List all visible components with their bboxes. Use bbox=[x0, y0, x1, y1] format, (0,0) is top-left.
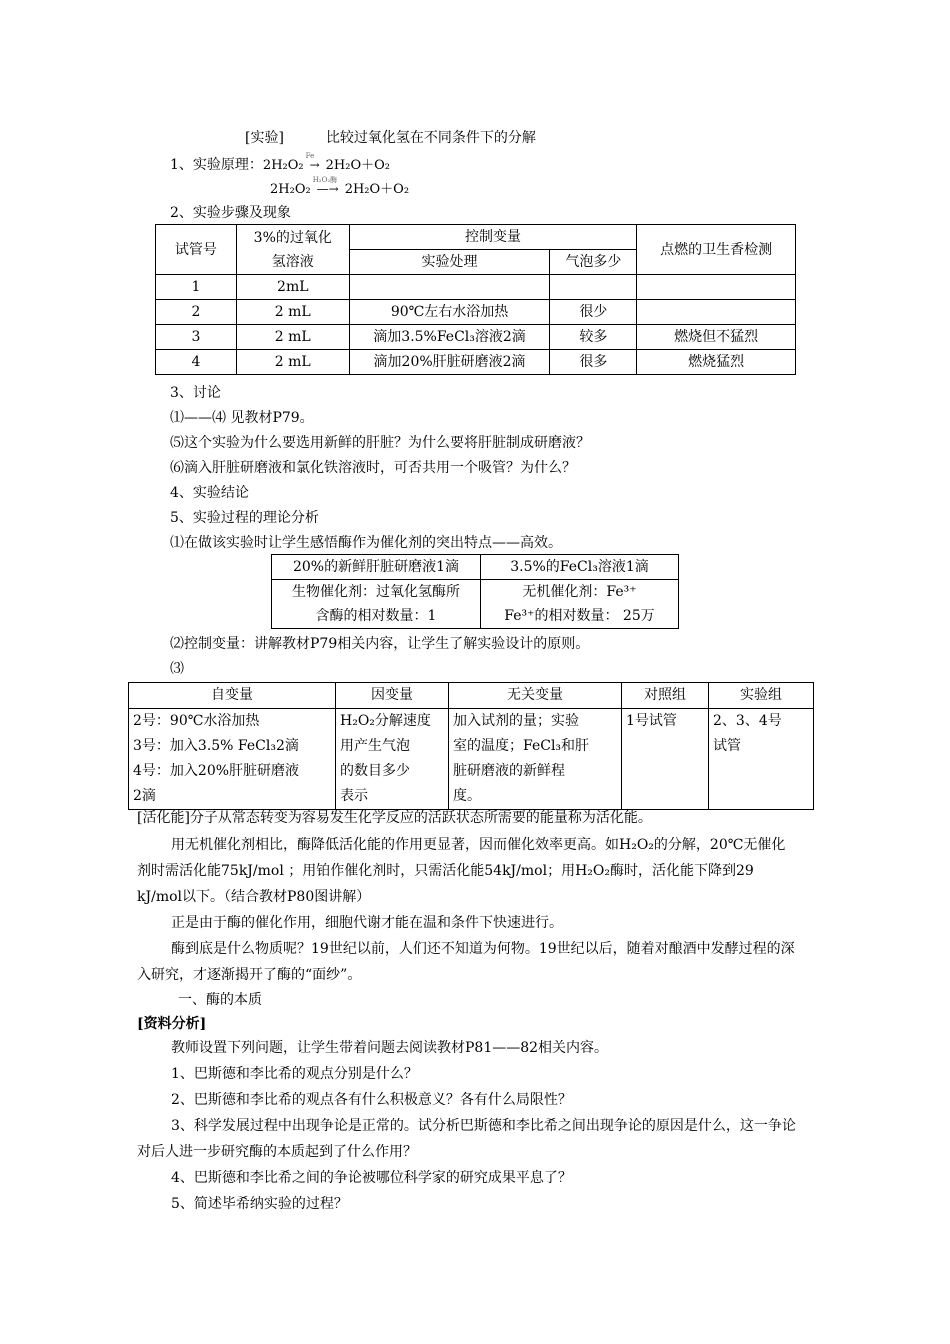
principle-line-1 bbox=[170, 152, 390, 176]
dependent-line: 用产生气泡 bbox=[340, 738, 410, 754]
dependent-line: 的数目多少 bbox=[340, 763, 410, 779]
discussion-q5: ⑸这个实验为什么要选用新鲜的肝脏？为什么要将肝脏制成研磨液？ bbox=[170, 435, 590, 451]
discussion-label: 3、讨论 bbox=[170, 385, 221, 401]
paragraph-enzyme-history: 酶到底是什么物质呢？19世纪以前，人们还不知道为何物。19世纪以后，随着对酿酒中发酵过程的深入研究，才逐渐揭开了酶的“面纱”。 bbox=[137, 941, 795, 983]
cell-irrelevant bbox=[449, 709, 622, 810]
experiment-group-line: 试管 bbox=[713, 738, 741, 754]
discussion-q6: ⑹滴入肝脏研磨液和氯化铁溶液时，可否共用一个吸管？为什么？ bbox=[170, 460, 576, 476]
irrelevant-line: 室的温度；FeCl₃和肝 bbox=[453, 738, 590, 754]
irrelevant-line: 加入试剂的量；实验 bbox=[453, 713, 579, 729]
cell-bio-catalyst bbox=[272, 580, 481, 629]
experiment-title bbox=[245, 128, 536, 148]
material-question-5: 5、简述毕希纳实验的过程？ bbox=[171, 1196, 348, 1212]
cell-tube: 3 bbox=[156, 325, 237, 350]
eq1-product: 2H₂O＋O₂ bbox=[325, 158, 390, 173]
principle-label: 1、实验原理： bbox=[170, 157, 263, 173]
cell-tube: 2 bbox=[156, 300, 237, 325]
cell-bubbles: 很多 bbox=[550, 350, 637, 375]
cell-bubbles bbox=[550, 275, 637, 300]
activation-energy-definition: [活化能]分子从常态转变为容易发生化学反应的活跃状态所需要的能量称为活化能。 bbox=[137, 810, 652, 826]
cell-tube: 4 bbox=[156, 350, 237, 375]
material-question-3: 3、科学发展过程中出现争论是正常的。试分析巴斯德和李比希之间出现争论的原因是什么，这一争论对后人进一步研究酶的本质起到了什么作用？ bbox=[137, 1118, 796, 1160]
cell-check bbox=[637, 300, 796, 325]
conclusion-label: 4、实验结论 bbox=[170, 485, 249, 501]
th-experiment-group: 实验组 bbox=[709, 683, 814, 709]
material-intro: 教师设置下列问题，让学生带着问题去阅读教材P81——82相关内容。 bbox=[171, 1040, 609, 1056]
th-dependent: 因变量 bbox=[336, 683, 449, 709]
cell-volume: 2mL bbox=[236, 275, 349, 300]
dependent-line: 表示 bbox=[340, 788, 368, 804]
principle-line-2 bbox=[270, 176, 410, 200]
cell-volume: 2 mL bbox=[236, 300, 349, 325]
eq2-reactant: 2H₂O₂ bbox=[270, 182, 311, 197]
cell-liver: 20%的新鲜肝脏研磨液1滴 bbox=[272, 555, 481, 580]
cell-treatment: 滴加3.5%FeCl₃溶液2滴 bbox=[349, 325, 550, 350]
material-question-4: 4、巴斯德和李比希之间的争论被哪位科学家的研究成果平息了？ bbox=[171, 1170, 572, 1186]
inorganic-catalyst-line1: 无机催化剂：Fe³⁺ bbox=[522, 584, 637, 600]
bio-catalyst-line1: 生物催化剂：过氧化氢酶所 bbox=[292, 584, 460, 600]
cell-independent bbox=[129, 709, 336, 810]
reaction-arrow-icon: H₂O₂酶 —→ bbox=[311, 179, 345, 199]
variables-table bbox=[128, 682, 814, 810]
independent-line: 3号：加入3.5% FeCl₃2滴 bbox=[133, 738, 299, 754]
cell-check: 燃烧猛烈 bbox=[637, 350, 796, 375]
dependent-line: H₂O₂分解速度 bbox=[340, 713, 431, 729]
irrelevant-line: 度。 bbox=[453, 788, 481, 804]
experiment-table bbox=[155, 224, 796, 375]
material-analysis-label: [资料分析] bbox=[137, 1016, 207, 1032]
cell-volume: 2 mL bbox=[236, 350, 349, 375]
th-control-variable: 控制变量 bbox=[349, 225, 637, 250]
th-concentration-line1: 3%的过氧化 bbox=[253, 229, 332, 246]
cell-bubbles: 很少 bbox=[550, 300, 637, 325]
th-concentration bbox=[236, 225, 349, 275]
analysis-2: ⑵控制变量：讲解教材P79相关内容，让学生了解实验设计的原则。 bbox=[170, 636, 590, 652]
cell-dependent bbox=[336, 709, 449, 810]
control-group-text: 1号试管 bbox=[626, 713, 677, 729]
cell-check: 燃烧但不猛烈 bbox=[637, 325, 796, 350]
discussion-q1: ⑴——⑷ 见教材P79。 bbox=[170, 410, 314, 426]
independent-line: 2滴 bbox=[133, 788, 156, 804]
cell-treatment: 滴加20%肝脏研磨液2滴 bbox=[349, 350, 550, 375]
analysis-label: 5、实验过程的理论分析 bbox=[170, 510, 319, 526]
table-row bbox=[156, 325, 796, 350]
steps-label: 2、实验步骤及现象 bbox=[170, 205, 291, 221]
th-tube: 试管号 bbox=[156, 225, 237, 275]
cell-inorganic-catalyst bbox=[481, 580, 679, 629]
th-bubbles: 气泡多少 bbox=[550, 250, 637, 275]
analysis-3: ⑶ bbox=[170, 661, 184, 677]
cell-treatment: 90℃左右水浴加热 bbox=[349, 300, 550, 325]
material-question-1: 1、巴斯德和李比希的观点分别是什么？ bbox=[171, 1066, 418, 1082]
cell-tube: 1 bbox=[156, 275, 237, 300]
cell-check bbox=[637, 275, 796, 300]
catalyst-comparison-table bbox=[271, 554, 679, 629]
experiment-heading: 比较过氧化氢在不同条件下的分解 bbox=[325, 130, 536, 146]
th-treatment: 实验处理 bbox=[349, 250, 550, 275]
independent-line: 2号：90℃水浴加热 bbox=[133, 713, 260, 729]
th-check: 点燃的卫生香检测 bbox=[637, 225, 796, 275]
cell-experiment-group bbox=[709, 709, 814, 810]
paragraph-activation-comparison: 用无机催化剂相比，酶降低活化能的作用更显著，因而催化效率更高。如H₂O₂的分解，20℃无催化剂时需活化能75kJ/mol ；用铂作催化剂时，只需活化能54kJ/mol；用H₂O₂酶时，活化能下降到29 kJ/mol以下。（结合教材P80图讲解） bbox=[137, 837, 786, 905]
material-question-2: 2、巴斯德和李比希的观点各有什么积极意义？各有什么局限性？ bbox=[171, 1092, 572, 1108]
cell-control-group bbox=[622, 709, 709, 810]
experiment-bracket: [实验] bbox=[245, 130, 284, 146]
paragraph-mild-conditions: 正是由于酶的催化作用，细胞代谢才能在温和条件下快速进行。 bbox=[171, 915, 563, 931]
cell-fecl3: 3.5%的FeCl₃溶液1滴 bbox=[481, 555, 679, 580]
table-row bbox=[156, 275, 796, 300]
experiment-group-line: 2、3、4号 bbox=[713, 713, 782, 729]
analysis-1: ⑴在做该实验时让学生感悟酶作为催化剂的突出特点——高效。 bbox=[170, 535, 562, 551]
eq2-catalyst: H₂O₂酶 bbox=[312, 176, 338, 184]
cell-bubbles: 较多 bbox=[550, 325, 637, 350]
cell-volume: 2 mL bbox=[236, 325, 349, 350]
eq1-catalyst: Fe bbox=[305, 152, 315, 160]
th-concentration-line2: 氢溶液 bbox=[271, 253, 314, 270]
table-row bbox=[156, 350, 796, 375]
reaction-arrow-icon: Fe → bbox=[304, 155, 326, 175]
th-irrelevant: 无关变量 bbox=[449, 683, 622, 709]
th-control-group: 对照组 bbox=[622, 683, 709, 709]
bio-catalyst-line2: 含酶的相对数量：1 bbox=[315, 608, 437, 624]
inorganic-catalyst-line2: Fe³⁺的相对数量： 25万 bbox=[504, 608, 655, 624]
independent-line: 4号：加入20%肝脏研磨液 bbox=[133, 763, 300, 779]
cell-treatment bbox=[349, 275, 550, 300]
irrelevant-line: 脏研磨液的新鲜程 bbox=[453, 763, 565, 779]
eq2-product: 2H₂O＋O₂ bbox=[344, 182, 410, 197]
table-row bbox=[156, 300, 796, 325]
eq1-reactant: 2H₂O₂ bbox=[262, 158, 304, 173]
section-enzyme-nature: 一、酶的本质 bbox=[178, 992, 262, 1008]
th-independent: 自变量 bbox=[129, 683, 336, 709]
